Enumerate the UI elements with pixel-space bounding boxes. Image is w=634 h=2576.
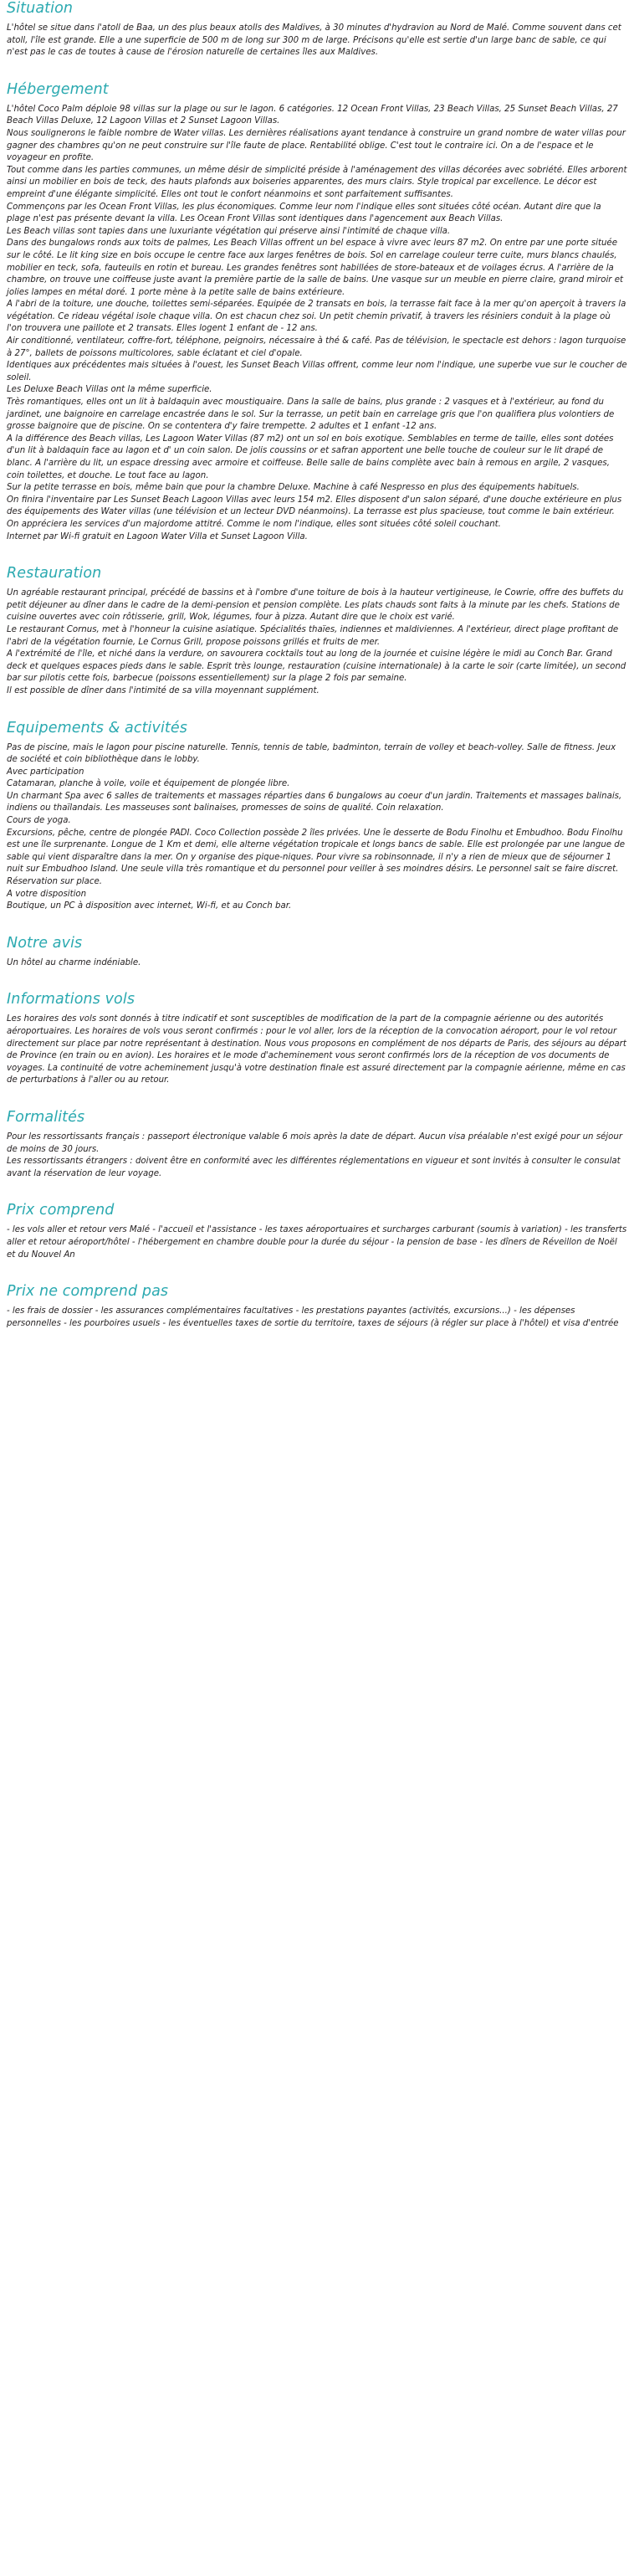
paragraph: Catamaran, planche à voile, voile et équipement de plongée libre. (7, 779, 290, 789)
paragraph: Air conditionné, ventilateur, coffre-fort, téléphone, peignoirs, nécessaire à thé & café. Pas de télévision, le spectacle est dehors : lagon turquoise à 27°, ballets de poissons multicolores, sable éclatant et ciel d'opale. (7, 336, 626, 358)
paragraph: Identiques aux précédentes mais situées à l'ouest, les Sunset Beach Villas offrent, comme leur nom l'indique, une superbe vue sur le coucher de soleil. (7, 361, 627, 382)
paragraph: Excursions, pêche, centre de plongée PADI. Coco Collection possède 2 îles privées. Une îe desserte de Bodu Finolhu et Embudhoo. Bodu Finolhu est une île surprenante. Longue de 1 Km et demi, elle alterne végétation tropicale et longs bancs de sable. Elle est prolongée par une langue de sable qui vient disparaître dans la mer. On y organise des pique-niques. Pour vivre sa robinsonnade, il n'y a rien de mieux que de séjourner 1 nuit sur Embudhoo Island. Une seule villa très romantique et du personnel pour veiller à ses moindres désirs. Le personnel sait se faire discret. Réservation sur place. (7, 828, 626, 887)
paragraph: Dans des bungalows ronds aux toits de palmes, Les Beach Villas offrent un bel espace à vivre avec leurs 87 m2. On entre par une porte située sur le côté. Le lit king size en bois occupe le centre face aux larges fenêtres de bois. Sol en carrelage couleur terre cuite, murs blancs chaulés, mobilier en teck, sofa, fauteuils en rotin et bureau. Les grandes fenêtres sont habillées de store-bateaux et de voilages écrus. A l'arrière de la chambre, on trouve une coiffeuse juste avant la première partie de la salle de bains. Une vasque sur un meuble en pierre claire, grand miroir et jolies lampes en métal doré. 1 porte mène à la petite salle de bains extérieure. (7, 239, 623, 297)
section-prix-comprend (7, 1202, 627, 1261)
section-equipements (7, 720, 627, 913)
section-spacer (7, 59, 627, 81)
section-situation (7, 0, 627, 59)
paragraph: Très romantiques, elles ont un lit à baldaquin avec moustiquaire. Dans la salle de bains, plus grande : 2 vasques et à l'extérieur, au fond du jardinet, une baignoire en carrelage encastrée dans le sol. Sur la terrasse, un petit bain en carrelage gris que l'on qualifiera plus volontiers de grosse baignoire que de piscine. On se contentera d'y faire trempette. 2 adultes et 1 enfant -12 ans. (7, 398, 615, 432)
paragraph: Un hôtel au charme indéniable. (7, 957, 141, 967)
paragraph: Sur la petite terrasse en bois, même bain que pour la chambre Deluxe. Machine à café Nespresso en plus des équipements habituels. (7, 483, 580, 493)
paragraph: Il est possible de dîner dans l'intimité de sa villa moyennant supplément. (7, 685, 320, 695)
paragraph: A l'extrémité de l'île, et niché dans la verdure, on savourera cocktails tout au long de la journée et cuisine légère le midi au Conch Bar. Grand deck et quelques espaces pieds dans le sable. Esprit très lounge, restauration (cuisine internationale) à la carte le soir (carte limitée), un second bar sur pilotis cette fois, barbecue (poissons essentiellement) sur la plage 2 fois par semaine. (7, 649, 626, 684)
section-title-equipements: Equipements & activités (7, 719, 187, 736)
paragraph: Tout comme dans les parties communes, un même désir de simplicité préside à l'aménagement des villas décorées avec sobriété. Elles arborent ainsi un mobilier en bois de teck, des hauts plafonds aux boiseries apparentes, des murs clairs. Style tropical par excellence. Le décor est empreint d'une élégante simplicité. Elles ont tout le confort néanmoins et sont parfaitement suffisantes. (7, 165, 627, 199)
paragraph: Les Beach villas sont tapies dans une luxuriante végétation qui préserve ainsi l'intimité de chaque villa. (7, 226, 451, 236)
paragraph: - les vols aller et retour vers Malé - l'accueil et l'assistance - les taxes aéroportuaires et surcharges carburant (soumis à variation) - les transferts aller et retour aéroport/hôtel - l'hébergement en chambre double pour la durée du séjour - la pension de base - les dîners de Réveillon de Noël et du Nouvel An (7, 1225, 627, 1260)
subheading-a-votre-disposition: A votre disposition (7, 889, 87, 899)
section-title-restauration: Restauration (7, 565, 102, 582)
section-prix-ne-comprend-pas (7, 1283, 627, 1330)
section-title-formalites: Formalités (7, 1108, 85, 1126)
paragraph: - les frais de dossier - les assurances complémentaires facultatives - les prestations payantes (activités, excursions...) - les dépenses personnelles - les pourboires usuels - les éventuelles taxes de sortie du territoire, taxes de séjours (à régler sur place à l'hôtel) et visa d'entrée (7, 1306, 619, 1328)
section-spacer (7, 698, 627, 720)
section-notre-avis (7, 935, 627, 970)
paragraph: Les Deluxe Beach Villas ont la même superficie. (7, 385, 212, 395)
section-title-hebergement: Hébergement (7, 80, 109, 98)
paragraph: Internet par Wi-fi gratuit en Lagoon Water Villa et Sunset Lagoon Villa. (7, 531, 308, 541)
paragraph: On finira l'inventaire par Les Sunset Beach Lagoon Villas avec leurs 154 m2. Elles disposent d'un salon séparé, d'une douche extérieure en plus des équipements des Water villas (une télévision et un lecteur DVD néanmoins). La terrasse est plus spacieuse, tout comme le bain extérieur. On appréciera les services d'un majordome attitré. Comme le nom l'indique, elles sont situées côté soleil couchant. (7, 495, 622, 529)
paragraph: Les horaires des vols sont donnés à titre indicatif et sont susceptibles de modification de la part de la compagnie aérienne ou des autorités aéroportuaires. Les horaires de vols vous seront confirmés : pour le vol aller, lors de la réception de la convocation aéroport, pour le vol retour directement sur place par notre représentant à destination. Nous vous proposons en complément de nos départs de Paris, des séjours au départ de Province (en train ou en avion). Les horaires et le mode d'acheminement vous seront confirmés lors de la réception de vos documents de voyages. La continuité de votre acheminement jusqu'à votre destination finale est assuré directement par la compagnie aérienne, même en cas de perturbations à l'aller ou au retour. (7, 1014, 626, 1085)
paragraph: Un charmant Spa avec 6 salles de traitements et massages réparties dans 6 bungalows au coeur d'un jardin. Traitements et massages balinais, indiens ou thaïlandais. Les masseuses sont balinaises, promesses de soins de qualité. Coin relaxation. (7, 791, 622, 813)
section-title-prix-comprend: Prix comprend (7, 1202, 115, 1219)
section-hebergement (7, 81, 627, 543)
section-spacer (7, 969, 627, 991)
section-restauration (7, 565, 627, 697)
paragraph: L'hôtel se situe dans l'atoll de Baa, un des plus beaux atolls des Maldives, à 30 minutes d'hydravion au Nord de Malé. Comme souvent dans cet atoll, l'île est grande. Elle a une superficie de 500 m de long sur 300 m de large. Précisons qu'elle est sertie d'un large banc de sable, ce qui n'est pas le cas de toutes à cause de l'érosion naturelle de certaines îles aux Maldives. (7, 23, 621, 58)
section-spacer (7, 913, 627, 935)
paragraph: Le restaurant Cornus, met à l'honneur la cuisine asiatique. Spécialités thaïes, indiennes et maldiviennes. A l'extérieur, direct plage profitant de l'abri de la végétation fournie, Le Cornus Grill, propose poissons grillés et fruits de mer. (7, 624, 619, 647)
paragraph: Boutique, un PC à disposition avec internet, Wi-fi, et au Conch bar. (7, 901, 292, 911)
paragraph: Nous soulignerons le faible nombre de Water villas. Les dernières réalisations ayant tendance à construire un grand nombre de water villas pour gagner des chambres qu'on ne peut construire sur l'île faute de place. Rentabilité oblige. C'est tout le contraire ici. On a de l'espace et le voyageur en profite. (7, 128, 626, 163)
paragraph: A l'abri de la toiture, une douche, toilettes semi-séparées. Equipée de 2 transats en bois, la terrasse fait face à la mer qu'on aperçoit à travers la végétation. Ce rideau végétal isole chaque villa. On est chacun chez soi. Un petit chemin privatif, à travers les résiniers conduit à la plage où l'on trouvera une paillote et 2 transats. Elles logent 1 enfant de - 12 ans. (7, 300, 626, 334)
section-informations-vols (7, 991, 627, 1087)
section-spacer (7, 1180, 627, 1202)
section-title-prix-ne-comprend-pas: Prix ne comprend pas (7, 1283, 169, 1301)
section-spacer (7, 1261, 627, 1283)
section-title-situation: Situation (7, 0, 74, 17)
section-formalites (7, 1109, 627, 1180)
section-spacer (7, 1087, 627, 1109)
paragraph: Les ressortissants étrangers : doivent être en conformité avec les différentes réglementations en vigueur et sont invités à consulter le consulat avant la réservation de leur voyage. (7, 1157, 621, 1178)
section-spacer (7, 543, 627, 565)
subheading-avec-participation: Avec participation (7, 767, 84, 777)
paragraph: Cours de yoga. (7, 816, 71, 826)
paragraph: L'hôtel Coco Palm déploie 98 villas sur la plage ou sur le lagon. 6 catégories. 12 Ocean Front Villas, 23 Beach Villas, 25 Sunset Beach Villas, 27 Beach Villas Deluxe, 12 Lagoon Villas et 2 Sunset Lagoon Villas. (7, 104, 618, 126)
paragraph: Commençons par les Ocean Front Villas, les plus économiques. Comme leur nom l'indique elles sont situées côté océan. Autant dire que la plage n'est pas présente devant la villa. Les Ocean Front Villas sont identiques dans l'agencement aux Beach Villas. (7, 202, 601, 224)
paragraph: Un agréable restaurant principal, précédé de bassins et à l'ombre d'une toiture de bois à la hauteur vertigineuse, le Cowrie, offre des buffets du petit déjeuner au dîner dans le cadre de la demi-pension et pension complète. Les plats chauds sont faits à la minute par les chefs. Stations de cuisine ouvertes avec coin rôtisserie, grill, Wok, légumes, four à pizza. Autant dire que le choix est varié. (7, 588, 624, 623)
section-title-informations-vols: Informations vols (7, 991, 135, 1008)
paragraph: Pour les ressortissants français : passeport électronique valable 6 mois après la date de départ. Aucun visa préalable n'est exigé pour un séjour de moins de 30 jours. (7, 1131, 623, 1154)
section-title-notre-avis: Notre avis (7, 934, 83, 952)
paragraph: Pas de piscine, mais le lagon pour piscine naturelle. Tennis, tennis de table, badminton, terrain de volley et beach-volley. Salle de fitness. Jeux de société et coin bibliothèque dans le lobby. (7, 742, 616, 765)
paragraph: A la différence des Beach villas, Les Lagoon Water Villas (87 m2) ont un sol en bois exotique. Semblables en terme de taille, elles sont dotées d'un lit à baldaquin face au lagon et d' un coin salon. De jolis coussins or et safran apportent une belle touche de couleur sur le lit drapé de blanc. A l'arrière du lit, un espace dressing avec armoire et coiffeuse. Belle salle de bains complète avec bain à remous en argile, 2 vasques, coin toilettes, et douche. Le tout face au lagon. (7, 434, 614, 480)
